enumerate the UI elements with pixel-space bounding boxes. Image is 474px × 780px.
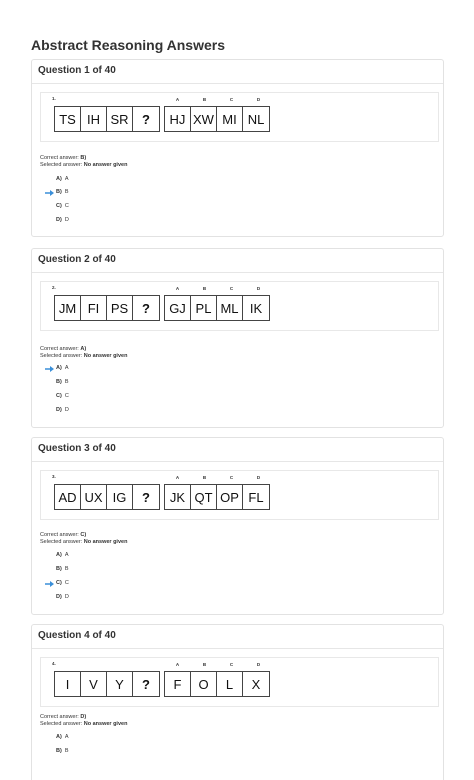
options-strip bbox=[164, 295, 270, 321]
option-letter: D bbox=[256, 97, 261, 102]
option-cell: L bbox=[217, 672, 243, 696]
correct-answer-label: Correct answer: bbox=[40, 714, 79, 720]
question-number: 2. bbox=[52, 285, 56, 290]
choice-text: B bbox=[64, 379, 69, 385]
option-letter: A bbox=[175, 662, 180, 667]
sequence-strip bbox=[54, 484, 160, 510]
correct-answer bbox=[40, 714, 127, 721]
question-card-1 bbox=[31, 59, 444, 237]
correct-answer-label: Correct answer: bbox=[40, 532, 79, 538]
question-header: Question 3 of 40 bbox=[32, 438, 443, 462]
option-letter: C bbox=[229, 97, 234, 102]
correct-answer-label: Correct answer: bbox=[40, 155, 79, 161]
sequence-strip bbox=[54, 106, 160, 132]
sequence-question-mark: ? bbox=[142, 489, 150, 505]
choice-key: B) bbox=[56, 379, 62, 385]
option-cell: FL bbox=[248, 489, 264, 505]
sequence-cell: SR bbox=[107, 107, 133, 131]
choice-a[interactable] bbox=[56, 552, 68, 558]
choice-text: A bbox=[64, 365, 69, 371]
choice-d[interactable] bbox=[56, 407, 69, 413]
option-letters bbox=[164, 662, 272, 667]
correct-answer-label: Correct answer: bbox=[40, 346, 79, 352]
sequence-cell: TS bbox=[55, 107, 81, 131]
choice-b[interactable] bbox=[56, 189, 68, 195]
correct-answer bbox=[40, 155, 127, 162]
choice-b[interactable] bbox=[56, 379, 68, 385]
answer-summary bbox=[40, 346, 127, 360]
choice-text: D bbox=[64, 217, 69, 223]
selected-answer bbox=[40, 721, 127, 728]
choice-key: A) bbox=[56, 176, 62, 182]
selected-answer-value: No answer given bbox=[83, 721, 128, 727]
page-title: Abstract Reasoning Answers bbox=[31, 37, 225, 53]
question-number: 3. bbox=[52, 474, 56, 479]
correct-answer-value: B) bbox=[80, 155, 87, 161]
puzzle-image bbox=[40, 281, 439, 331]
question-number: 4. bbox=[52, 661, 56, 666]
choice-text: D bbox=[64, 407, 69, 413]
selected-answer-label: Selected answer: bbox=[40, 539, 83, 545]
answer-summary bbox=[40, 714, 127, 728]
choice-key: C) bbox=[56, 393, 62, 399]
option-cell: GJ bbox=[165, 296, 191, 320]
sequence-cell: PS bbox=[107, 296, 133, 320]
option-cell: F bbox=[165, 672, 191, 696]
puzzle-image bbox=[40, 470, 439, 520]
sequence-cell: UX bbox=[81, 485, 107, 509]
correct-arrow-icon bbox=[45, 581, 54, 587]
option-cell: XW bbox=[191, 107, 217, 131]
options-strip bbox=[164, 671, 270, 697]
option-letter: B bbox=[202, 97, 207, 102]
choice-b[interactable] bbox=[56, 748, 68, 754]
correct-answer-value: A) bbox=[80, 346, 87, 352]
option-letter: A bbox=[175, 286, 180, 291]
sequence-cell: IH bbox=[81, 107, 107, 131]
option-letter: C bbox=[229, 475, 234, 480]
sequence-cell: V bbox=[81, 672, 107, 696]
sequence-question-mark: ? bbox=[142, 300, 150, 316]
choice-c[interactable] bbox=[56, 580, 69, 586]
option-letter: D bbox=[256, 475, 261, 480]
options-strip bbox=[164, 484, 270, 510]
selected-answer bbox=[40, 539, 127, 546]
sequence-cell: I bbox=[55, 672, 81, 696]
option-cell: IK bbox=[249, 300, 263, 316]
correct-arrow-icon bbox=[45, 190, 54, 196]
selected-answer bbox=[40, 353, 127, 360]
choice-text: A bbox=[64, 734, 69, 740]
option-cell: MI bbox=[217, 107, 243, 131]
correct-answer bbox=[40, 346, 127, 353]
choice-text: A bbox=[64, 176, 69, 182]
selected-answer bbox=[40, 162, 127, 169]
option-letter: C bbox=[229, 286, 234, 291]
choice-d[interactable] bbox=[56, 217, 69, 223]
choice-a[interactable] bbox=[56, 176, 68, 182]
choice-b[interactable] bbox=[56, 566, 68, 572]
option-cell: NL bbox=[247, 111, 265, 127]
sequence-cell: IG bbox=[107, 485, 133, 509]
choice-key: D) bbox=[56, 407, 62, 413]
choice-text: D bbox=[64, 594, 69, 600]
correct-answer bbox=[40, 532, 127, 539]
option-letter: B bbox=[202, 475, 207, 480]
option-cell: QT bbox=[191, 485, 217, 509]
sequence-strip bbox=[54, 671, 160, 697]
question-card-2 bbox=[31, 248, 444, 428]
option-letters bbox=[164, 286, 272, 291]
option-letters bbox=[164, 475, 272, 480]
choice-c[interactable] bbox=[56, 393, 69, 399]
choice-key: B) bbox=[56, 189, 62, 195]
answer-summary bbox=[40, 532, 127, 546]
question-card-4 bbox=[31, 624, 444, 780]
option-letter: B bbox=[202, 286, 207, 291]
option-cell: OP bbox=[217, 485, 243, 509]
choice-key: D) bbox=[56, 594, 62, 600]
choice-text: A bbox=[64, 552, 69, 558]
selected-answer-value: No answer given bbox=[83, 162, 128, 168]
option-letter: D bbox=[256, 286, 261, 291]
choice-d[interactable] bbox=[56, 594, 69, 600]
choice-key: A) bbox=[56, 365, 62, 371]
sequence-question-mark: ? bbox=[142, 676, 150, 692]
selected-answer-label: Selected answer: bbox=[40, 353, 83, 359]
option-letter: B bbox=[202, 662, 207, 667]
choice-key: B) bbox=[56, 566, 62, 572]
choice-key: D) bbox=[56, 217, 62, 223]
correct-answer-value: C) bbox=[80, 532, 87, 538]
option-letter: D bbox=[256, 662, 261, 667]
option-letter: A bbox=[175, 475, 180, 480]
sequence-cell: Y bbox=[107, 672, 133, 696]
question-header: Question 2 of 40 bbox=[32, 249, 443, 273]
choice-a[interactable] bbox=[56, 734, 68, 740]
question-number: 1. bbox=[52, 96, 56, 101]
option-letters bbox=[164, 97, 272, 102]
correct-answer-value: D) bbox=[80, 714, 87, 720]
choice-text: C bbox=[64, 580, 69, 586]
choice-text: B bbox=[64, 189, 69, 195]
options-strip bbox=[164, 106, 270, 132]
choice-key: C) bbox=[56, 203, 62, 209]
question-header: Question 1 of 40 bbox=[32, 60, 443, 84]
choice-text: C bbox=[64, 203, 69, 209]
sequence-cell: FI bbox=[81, 296, 107, 320]
correct-arrow-icon bbox=[45, 366, 54, 372]
option-letter: C bbox=[229, 662, 234, 667]
selected-answer-label: Selected answer: bbox=[40, 162, 83, 168]
sequence-question-mark: ? bbox=[142, 111, 150, 127]
option-cell: HJ bbox=[165, 107, 191, 131]
question-card-3 bbox=[31, 437, 444, 615]
choice-key: B) bbox=[56, 748, 62, 754]
puzzle-image bbox=[40, 92, 439, 142]
option-letter: A bbox=[175, 97, 180, 102]
answer-summary bbox=[40, 155, 127, 169]
sequence-cell: JM bbox=[55, 296, 81, 320]
selected-answer-value: No answer given bbox=[83, 353, 128, 359]
option-cell: X bbox=[251, 676, 261, 692]
choice-key: C) bbox=[56, 580, 62, 586]
option-cell: ML bbox=[217, 296, 243, 320]
selected-answer-value: No answer given bbox=[83, 539, 128, 545]
choice-c[interactable] bbox=[56, 203, 69, 209]
option-cell: PL bbox=[191, 296, 217, 320]
sequence-cell: AD bbox=[55, 485, 81, 509]
choice-key: A) bbox=[56, 734, 62, 740]
choice-text: C bbox=[64, 393, 69, 399]
choice-text: B bbox=[64, 566, 69, 572]
question-header: Question 4 of 40 bbox=[32, 625, 443, 649]
choice-key: A) bbox=[56, 552, 62, 558]
puzzle-image bbox=[40, 657, 439, 707]
option-cell: O bbox=[191, 672, 217, 696]
selected-answer-label: Selected answer: bbox=[40, 721, 83, 727]
sequence-strip bbox=[54, 295, 160, 321]
choice-a[interactable] bbox=[56, 365, 68, 371]
option-cell: JK bbox=[165, 485, 191, 509]
choice-text: B bbox=[64, 748, 69, 754]
